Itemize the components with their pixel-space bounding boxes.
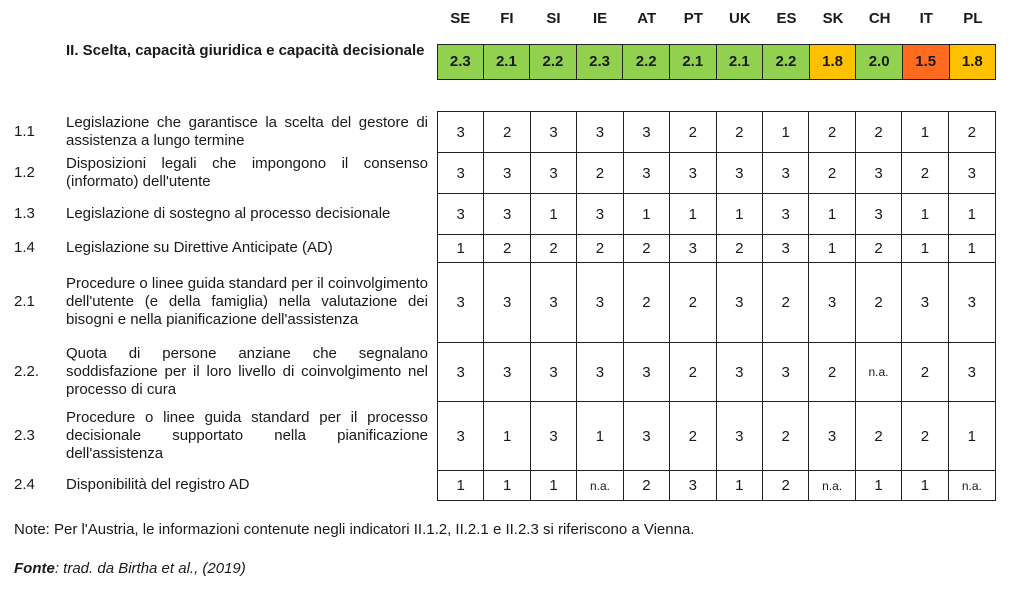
cell-es: 1 — [763, 112, 809, 152]
section-score-it: 1.5 — [903, 44, 950, 80]
cell-fi: 3 — [484, 343, 530, 401]
table-row — [438, 263, 995, 343]
table-row — [438, 112, 995, 153]
row-label: Quota di persone anziane che segnalano soddisfazione per il loro livello di coinvolgimento nel processo di cura — [66, 344, 428, 398]
cell-it: 3 — [902, 263, 948, 342]
cell-it: 2 — [902, 343, 948, 401]
cell-se: 3 — [438, 402, 484, 470]
cell-ch: 1 — [856, 471, 902, 500]
cell-sk: 1 — [809, 235, 855, 262]
table-row — [438, 402, 995, 471]
cell-fi: 2 — [484, 112, 530, 152]
cell-pt: 3 — [670, 235, 716, 262]
section-score-pt: 2.1 — [670, 44, 717, 80]
cell-es: 3 — [763, 153, 809, 193]
cell-fi: 3 — [484, 194, 530, 234]
cell-si: 1 — [531, 194, 577, 234]
cell-si: 3 — [531, 343, 577, 401]
cell-at: 3 — [624, 153, 670, 193]
cell-it: 1 — [902, 235, 948, 262]
cell-pt: 1 — [670, 194, 716, 234]
section-score-sk: 1.8 — [810, 44, 857, 80]
cell-se: 3 — [438, 263, 484, 342]
cell-fi: 1 — [484, 402, 530, 470]
cell-sk: n.a. — [809, 471, 855, 500]
row-number: 2.2. — [14, 362, 40, 380]
cell-uk: 2 — [717, 112, 763, 152]
country-header-fi: FI — [500, 10, 514, 27]
cell-es: 3 — [763, 343, 809, 401]
country-header-es: ES — [776, 10, 797, 27]
cell-si: 3 — [531, 402, 577, 470]
row-number: 1.1 — [14, 122, 35, 140]
cell-ie: 1 — [577, 402, 623, 470]
table-row — [438, 471, 995, 501]
section-score-at: 2.2 — [623, 44, 670, 80]
cell-at: 3 — [624, 402, 670, 470]
row-label: Legislazione che garantisce la scelta del gestore di assistenza a lungo termine — [66, 113, 428, 149]
cell-pl: n.a. — [961, 478, 982, 493]
row-number: 2.4 — [14, 476, 35, 493]
country-header-si: SI — [546, 10, 561, 27]
cell-sk: 2 — [809, 343, 855, 401]
row-number: 1.3 — [14, 204, 35, 222]
cell-fi: 2 — [484, 235, 530, 262]
cell-pt: 2 — [670, 112, 716, 152]
country-header-se: SE — [450, 10, 471, 27]
cell-sk: 2 — [809, 153, 855, 193]
cell-es: 2 — [763, 471, 809, 500]
source-line — [14, 560, 246, 577]
cell-si: 3 — [531, 112, 577, 152]
cell-at: 2 — [624, 235, 670, 262]
cell-es: 3 — [763, 235, 809, 262]
cell-ch: 2 — [856, 263, 902, 342]
cell-pt: 2 — [670, 402, 716, 470]
cell-se: 3 — [438, 153, 484, 193]
cell-ch: 2 — [856, 235, 902, 262]
row-label: Legislazione di sostegno al processo decisionale — [66, 204, 391, 222]
cell-uk: 3 — [717, 153, 763, 193]
cell-uk: 3 — [717, 263, 763, 342]
cell-at: 2 — [624, 471, 670, 500]
section-score-fi: 2.1 — [484, 44, 531, 80]
country-header-sk: SK — [822, 10, 844, 27]
row-label: Procedure o linee guida standard per il processo decisionale supportato nella pianificazione dell'assistenza — [66, 408, 428, 462]
cell-ie: 3 — [577, 263, 623, 342]
cell-uk: 1 — [717, 194, 763, 234]
source-label: Fonte — [14, 560, 55, 577]
cell-uk: 3 — [717, 343, 763, 401]
country-header-it: IT — [919, 10, 933, 27]
cell-ie: n.a. — [577, 471, 623, 500]
cell-ie: 2 — [577, 235, 623, 262]
cell-ie: 3 — [577, 112, 623, 152]
table-row — [438, 343, 995, 402]
row-number: 2.3 — [14, 426, 35, 444]
cell-sk: 1 — [809, 194, 855, 234]
cell-si: 2 — [531, 235, 577, 262]
cell-at: 2 — [624, 263, 670, 342]
table-row — [438, 153, 995, 194]
cell-uk: 3 — [717, 402, 763, 470]
indicator-grid — [437, 111, 996, 501]
cell-it: 1 — [902, 194, 948, 234]
cell-pl: 3 — [967, 363, 977, 381]
cell-se: 3 — [438, 194, 484, 234]
cell-ch: 2 — [856, 402, 902, 470]
section-score-uk: 2.1 — [717, 44, 764, 80]
cell-it: 2 — [902, 402, 948, 470]
cell-es: 2 — [763, 402, 809, 470]
country-header-ie: IE — [593, 10, 608, 27]
cell-ch: n.a. — [856, 343, 902, 401]
cell-pt: 2 — [670, 263, 716, 342]
section-score-ie: 2.3 — [577, 44, 624, 80]
country-header-at: AT — [637, 10, 657, 27]
cell-sk: 3 — [809, 263, 855, 342]
cell-se: 3 — [438, 343, 484, 401]
cell-ie: 3 — [577, 194, 623, 234]
cell-se: 1 — [438, 471, 484, 500]
row-number: 2.1 — [14, 293, 35, 310]
cell-fi: 3 — [484, 153, 530, 193]
cell-at: 3 — [624, 343, 670, 401]
cell-uk: 2 — [717, 235, 763, 262]
cell-se: 1 — [438, 235, 484, 262]
section-score-ch: 2.0 — [856, 44, 903, 80]
cell-fi: 3 — [484, 263, 530, 342]
cell-pl: 1 — [967, 205, 977, 223]
row-number: 1.2 — [14, 163, 35, 181]
section-score-se: 2.3 — [437, 44, 484, 80]
cell-es: 2 — [763, 263, 809, 342]
cell-se: 3 — [438, 112, 484, 152]
row-label: Disposizioni legali che impongono il consenso (informato) dell'utente — [66, 154, 428, 190]
cell-at: 1 — [624, 194, 670, 234]
source-text: : trad. da Birtha et al., (2019) — [54, 560, 246, 577]
cell-pl: 2 — [967, 123, 977, 141]
country-header-pl: PL — [963, 10, 983, 27]
cell-it: 1 — [902, 471, 948, 500]
cell-ie: 2 — [577, 153, 623, 193]
section-title: II. Scelta, capacità giuridica e capacità decisionale — [66, 42, 425, 59]
country-header-ch: CH — [868, 10, 891, 27]
cell-pl: 3 — [967, 294, 977, 311]
section-score-si: 2.2 — [530, 44, 577, 80]
section-score-row — [437, 44, 996, 80]
cell-sk: 2 — [809, 112, 855, 152]
section-score-pl: 1.8 — [950, 44, 997, 80]
cell-fi: 1 — [484, 471, 530, 500]
cell-si: 1 — [531, 471, 577, 500]
cell-uk: 1 — [717, 471, 763, 500]
cell-si: 3 — [531, 263, 577, 342]
cell-pl: 3 — [967, 164, 977, 182]
cell-si: 3 — [531, 153, 577, 193]
table-row — [438, 194, 995, 235]
cell-es: 3 — [763, 194, 809, 234]
table-note: Note: Per l'Austria, le informazioni contenute negli indicatori II.1.2, II.2.1 e II.2.3 si riferiscono a Vienna. — [14, 521, 695, 538]
section-score-es: 2.2 — [763, 44, 810, 80]
cell-ch: 3 — [856, 194, 902, 234]
table-row — [438, 235, 995, 263]
cell-at: 3 — [624, 112, 670, 152]
cell-ch: 2 — [856, 112, 902, 152]
country-header-uk: UK — [729, 10, 751, 27]
row-number: 1.4 — [14, 239, 35, 256]
cell-pl: 1 — [967, 240, 977, 257]
cell-ch: 3 — [856, 153, 902, 193]
cell-it: 1 — [902, 112, 948, 152]
country-header-pt: PT — [683, 10, 703, 27]
cell-pt: 3 — [670, 153, 716, 193]
cell-ie: 3 — [577, 343, 623, 401]
cell-pl: 1 — [967, 427, 977, 445]
row-label: Legislazione su Direttive Anticipate (AD) — [66, 239, 333, 256]
cell-pt: 2 — [670, 343, 716, 401]
row-label: Disponibilità del registro AD — [66, 476, 250, 493]
row-label: Procedure o linee guida standard per il coinvolgimento dell'utente (e della famiglia) nella valutazione dei bisogni e nella pianificazione dell'assistenza — [66, 275, 428, 328]
cell-pt: 3 — [670, 471, 716, 500]
cell-sk: 3 — [809, 402, 855, 470]
cell-it: 2 — [902, 153, 948, 193]
